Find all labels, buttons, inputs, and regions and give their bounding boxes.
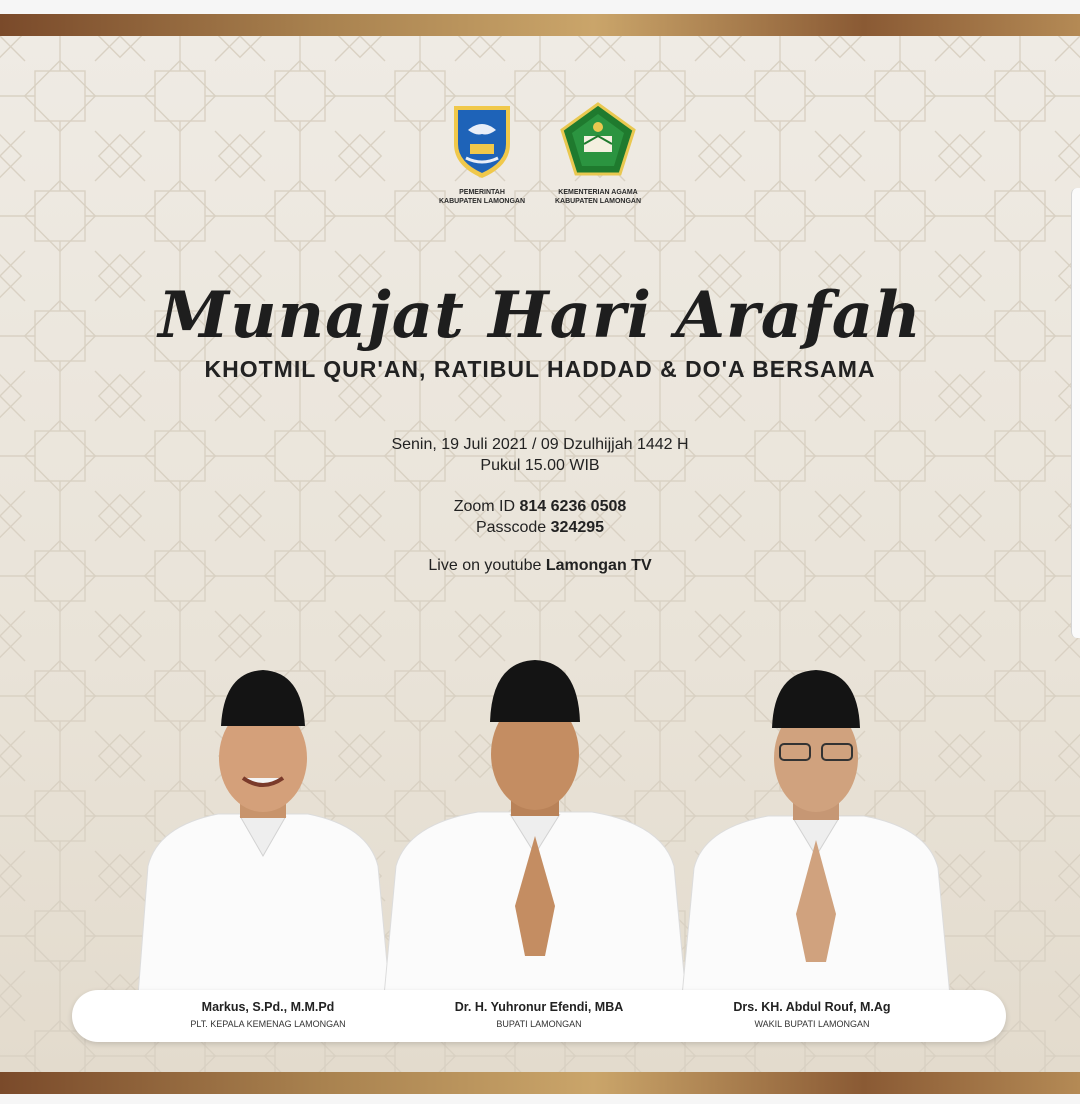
logo-left-caption-line2: KABUPATEN LAMONGAN (438, 198, 526, 205)
logo-kemenag-lamongan (538, 100, 658, 206)
person-photo-right (676, 664, 956, 996)
passcode-line (0, 517, 1080, 538)
event-time: Pukul 15.00 WIB (480, 457, 600, 474)
person-name-center: Dr. H. Yuhronur Efendi, MBA (454, 1000, 624, 1014)
person-role-center: BUPATI LAMONGAN (496, 1019, 582, 1029)
top-band (0, 0, 1080, 14)
zoom-block (0, 496, 1080, 538)
person-photo-center (380, 656, 690, 996)
logo-left-caption-line1: PEMERINTAH (459, 189, 505, 196)
scrollbar-thumb[interactable] (1071, 188, 1080, 638)
logo-pemerintah-lamongan (422, 100, 542, 206)
bottom-band (0, 1094, 1080, 1104)
live-line (0, 555, 1080, 576)
person-role-left: PLT. KEPALA KEMENAG LAMONGAN (190, 1019, 346, 1029)
top-gold-bar (0, 14, 1080, 36)
logo-right-caption-line1: KEMENTERIAN AGAMA (558, 189, 638, 196)
zoom-id-label: Zoom ID (453, 498, 516, 515)
bottom-gold-bar (0, 1072, 1080, 1094)
zoom-id-line (0, 496, 1080, 517)
event-poster (0, 36, 1080, 1072)
pentagon-emblem-icon (558, 100, 638, 180)
person-caption-left (118, 1000, 418, 1029)
person-caption-center (389, 1000, 689, 1029)
person-name-left: Markus, S.Pd., M.M.Pd (201, 1000, 335, 1014)
logo-right-caption-line2: KABUPATEN LAMONGAN (554, 198, 642, 205)
live-channel: Lamongan TV (545, 557, 652, 574)
person-photo-left (128, 666, 398, 996)
passcode-value: 324295 (550, 519, 605, 536)
zoom-id-value: 814 6236 0508 (519, 498, 627, 515)
person-name-right: Drs. KH. Abdul Rouf, M.Ag (733, 1000, 891, 1014)
person-caption-right (662, 1000, 962, 1029)
names-panel (72, 990, 1006, 1042)
event-title: Munajat Hari Arafah (158, 278, 922, 353)
schedule-block (0, 434, 1080, 476)
event-date: Senin, 19 Juli 2021 / 09 Dzulhijjah 1442 H (391, 436, 689, 453)
live-label: Live on youtube (428, 557, 542, 574)
person-role-right: WAKIL BUPATI LAMONGAN (754, 1019, 870, 1029)
event-subtitle: KHOTMIL QUR'AN, RATIBUL HADDAD & DO'A BERSAMA (204, 356, 876, 382)
shield-crest-icon (450, 100, 514, 180)
passcode-label: Passcode (475, 519, 547, 536)
